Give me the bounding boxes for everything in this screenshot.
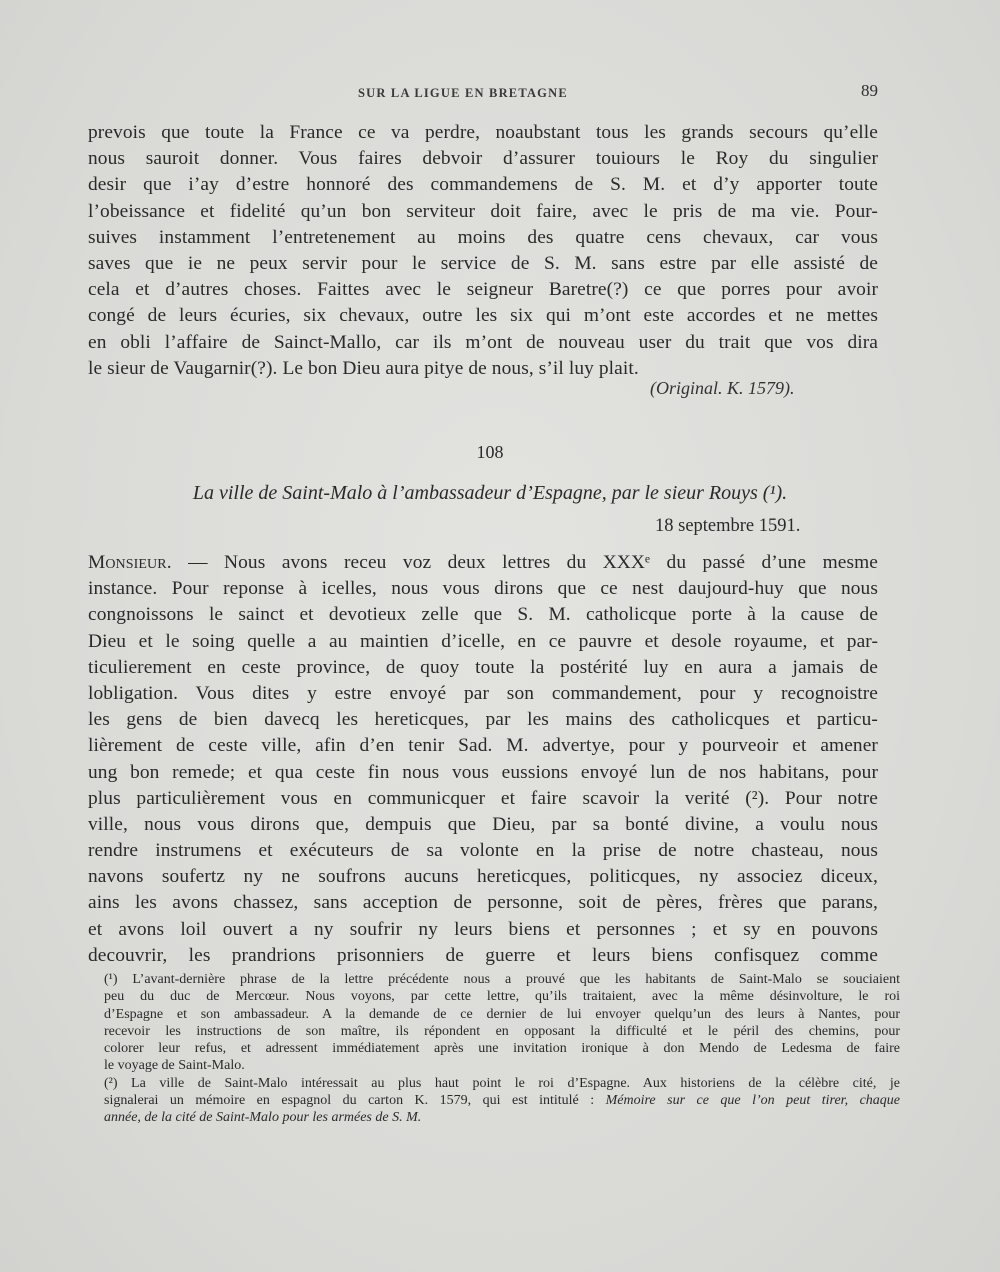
text-line: suives instamment l’entretenement au moins des quatre cens chevaux, car vous (88, 226, 878, 248)
footnote-line: (¹) L’avant-dernière phrase de la lettre précédente nous a prouvé que les habitants de Saint-Malo se souciaient (104, 972, 900, 987)
text-line: navons soufertz ny ne soufrons aucuns hereticques, politicques, ny associez diceux, (88, 866, 878, 888)
document-title: La ville de Saint-Malo à l’ambassadeur d’Espagne, par le sieur Rouys (¹). (192, 482, 788, 504)
text-line: les gens de bien davecq les hereticques, par les mains des catholicques et particu- (88, 709, 878, 731)
footnote-1 (104, 971, 900, 1075)
text-line: et avons loil ouvert a ny soufrir ny leurs biens et personnes ; et sy en pouvons (88, 918, 878, 940)
text-line: ville, nous vous dirons que, dempuis que Dieu, par sa bonté divine, a voulu nous (88, 813, 878, 835)
text-line: plus particulièrement vous en communicquer et faire scavoir la verité (²). Pour notre (88, 787, 878, 809)
text-line: congnoissons le sainct et devotieux zelle que S. M. catholicque porte à la cause de (88, 604, 878, 626)
source-note: (Original. K. 1579). (650, 378, 795, 398)
letter-body (88, 550, 878, 969)
footnote-line: (²) La ville de Saint-Malo intéressait au plus haut point le roi d’Espagne. Aux historiens de la célèbre cité, je (104, 1075, 900, 1091)
footnote-line: colorer leur refus, et adressent immédiatement après une invitation ironique à don Mendo de Ledesma de faire (104, 1041, 900, 1057)
footnote-line: le voyage de Saint-Malo. (104, 1058, 245, 1074)
text-line: rendre instrumens et exécuteurs de sa volonte en la prise de notre chasteau, nous (88, 840, 878, 862)
text-line: Dieu et le soing quelle a au maintien d’icelle, en ce pauvre et desole royaume, et par- (88, 630, 878, 652)
text-line: cela et d’autres choses. Faittes avec le seigneur Baretre(?) ce que porres pour avoir (88, 279, 878, 301)
salutation: Monsieur. (88, 552, 172, 573)
text-line: nous sauroit donner. Vous faires debvoir d’assurer touiours le Roy du singulier (88, 148, 878, 170)
page-number: 89 (861, 81, 878, 100)
footnote-text: signalerai un mémoire en espagnol du carton K. 1579, qui est intitulé : (104, 1093, 606, 1109)
first-line-rest: — Nous avons receu voz deux lettres du XXXᵉ du passé d’une mesme (171, 552, 878, 573)
running-title: SUR LA LIGUE EN BRETAGNE (358, 86, 568, 100)
document-date: 18 septembre 1591. (655, 516, 801, 536)
text-line: lobligation. Vous dites y estre envoyé par son commandement, pour y recognoistre (88, 682, 878, 704)
text-line: desir que i’ay d’estre honnoré des commandemens de S. M. et d’y apporter toute (88, 174, 878, 196)
text-line: ung bon remede; et qua ceste fin nous vous eussions envoyé lun de nos habitans, pour (88, 761, 878, 783)
text-line: ains les avons chassez, sans acception de personne, soit de pères, frères que parans, (88, 892, 878, 914)
text-line: ticulierement en ceste province, de quoy toute la postérité luy en aura a jamais de (88, 656, 878, 678)
document-number: 108 (476, 442, 504, 462)
footnote-line: recevoir les instructions de son maître, ils répondent en opposant la difficulté et le péril des chemins, pour (104, 1023, 900, 1039)
text-line: saves que ie ne peux servir pour le service de S. M. sans estre par elle assisté de (88, 252, 878, 274)
text-line-first (88, 550, 878, 576)
footnote-line: année, de la cité de Saint-Malo pour les armées de S. M. (104, 1110, 422, 1126)
text-line: en obli l’affaire de Sainct-Mallo, car ils m’ont de nouveau user du trait que vos dira (88, 331, 878, 353)
continued-letter-text (88, 120, 878, 382)
text-line: le sieur de Vaugarnir(?). Le bon Dieu aura pitye de nous, s’il luy plait. (88, 357, 639, 379)
text-line: l’obeissance et fidelité qu’un bon serviteur doit faire, avec le pris de ma vie. Pour- (88, 200, 878, 222)
text-line: congé de leurs écuries, six chevaux, outre les six qui m’ont este accordes et ne mettes (88, 305, 878, 327)
footnotes (104, 971, 900, 1127)
text-line: lièrement de ceste ville, afin d’en tenir Sad. M. advertye, pour y pourveoir et amener (88, 735, 878, 757)
running-head (88, 81, 888, 106)
footnote-title-italic: Mémoire sur ce que l’on peut tirer, chaque (605, 1093, 900, 1109)
text-line: decouvrir, les prandrions prisonniers de guerre et leurs biens confisquez comme (88, 944, 878, 966)
footnote-line: peu du duc de Mercœur. Nous voyons, par cette lettre, qu’ils traitaient, avec la même désinvolture, le roi (104, 989, 900, 1005)
footnote-2 (104, 1075, 900, 1127)
footnote-line: d’Espagne et son ambassadeur. A la demande de ce dernier de lui envoyer quelqu’un des leurs à Nantes, pour (104, 1006, 900, 1022)
text-line: instance. Pour reponse à icelles, nous vous dirons que ce nest daujourd-huy que nous (88, 578, 878, 600)
text-line: prevois que toute la France ce va perdre, noaubstant tous les grands secours qu’elle (88, 122, 878, 143)
footnote-line (104, 1092, 900, 1109)
